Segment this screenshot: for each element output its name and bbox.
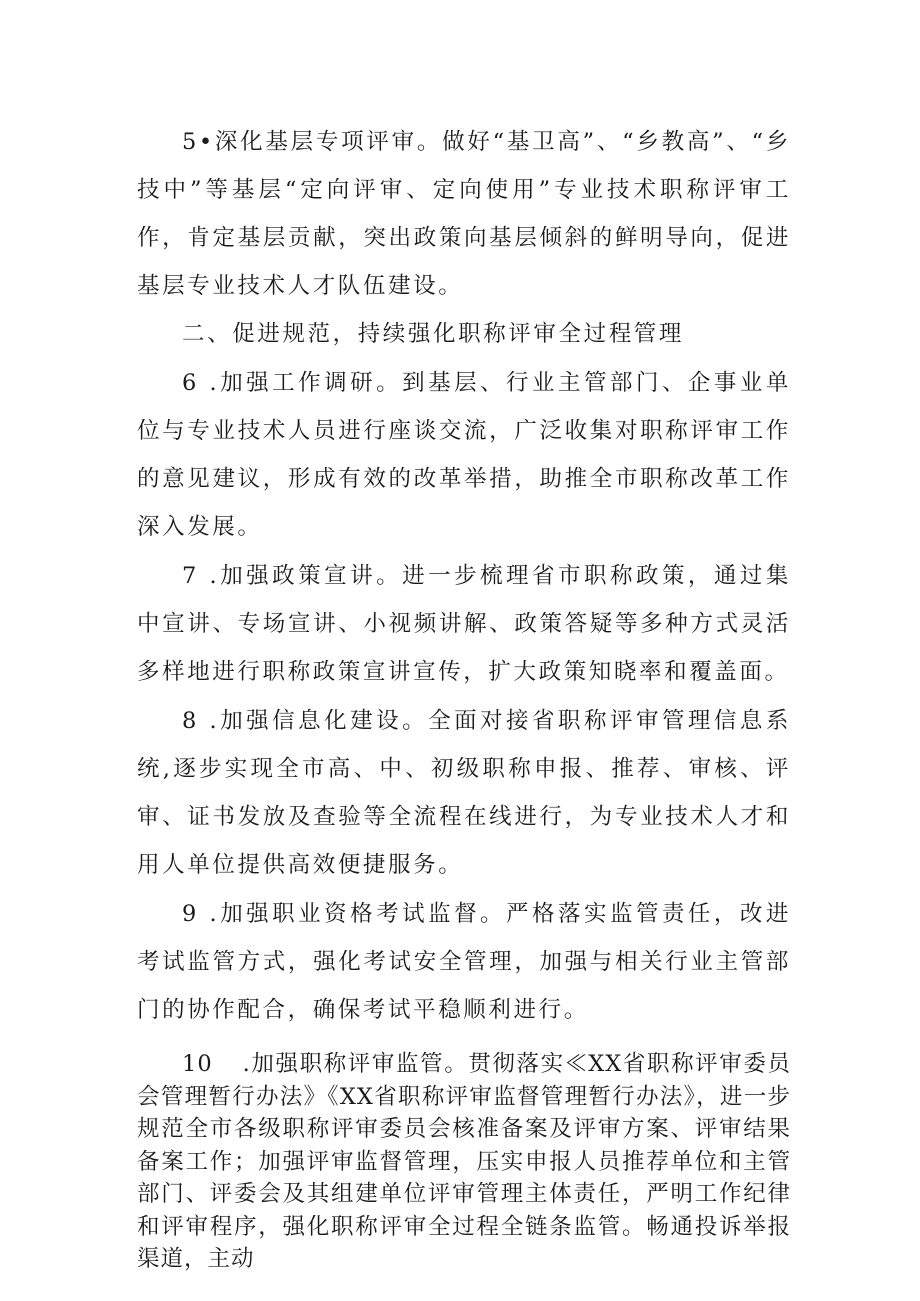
paragraph-6: 6 .加强工作调研。到基层、行业主管部门、企事业单位与专业技术人员进行座谈交流，广泛收集对职称评审工作的意见建议，形成有效的改革举措，助推全市职称改革工作深入发展。	[137, 370, 791, 540]
paragraph-10	[137, 1048, 791, 1276]
paragraph-8: 8 .加强信息化建设。全面对接省职称评审管理信息系统,逐步实现全市高、中、初级职称申报、推荐、审核、评审、证书发放及查验等全流程在线进行，为专业技术人才和用人单位提供高效便捷服务。	[137, 708, 791, 878]
paragraph-10-text: .加强职称评审监管。贯彻落实≪XX省职称评审委员会管理暂行办法》《XX省职称评审监督管理暂行办法》，进一步规范全市各级职称评审委员会核准备案及评审方案、评审结果备案工作；加强评审监督管理，压实申报人员推荐单位和主管部门、评委会及其组建单位评审管理主体责任，严明工作纪律和评审程序，强化职称评审全过程全链条监管。畅通投诉举报渠道，主动	[137, 1051, 791, 1272]
paragraph-9: 9 .加强职业资格考试监督。严格落实监管责任，改进考试监管方式，强化考试安全管理，加强与相关行业主管部门的协作配合，确保考试平稳顺利进行。	[137, 901, 791, 1023]
section-heading-2: 二、促进规范，持续强化职称评审全过程管理	[182, 321, 685, 347]
document-page	[137, 118, 791, 1276]
paragraph-5: 5•深化基层专项评审。做好“基卫高”、“乡教高”、“乡技中”等基层“定向评审、定向使用”专业技术职称评审工作，肯定基层贡献，突出政策向基层倾斜的鲜明导向，促进基层专业技术人才队伍建设。	[137, 129, 791, 299]
paragraph-10-number: 10	[182, 1051, 213, 1077]
paragraph-7: 7 .加强政策宣讲。进一步梳理省市职称政策，通过集中宣讲、专场宣讲、小视频讲解、政策答疑等多种方式灵活多样地进行职称政策宣讲宣传，扩大政策知晓率和覆盖面。	[137, 563, 791, 685]
